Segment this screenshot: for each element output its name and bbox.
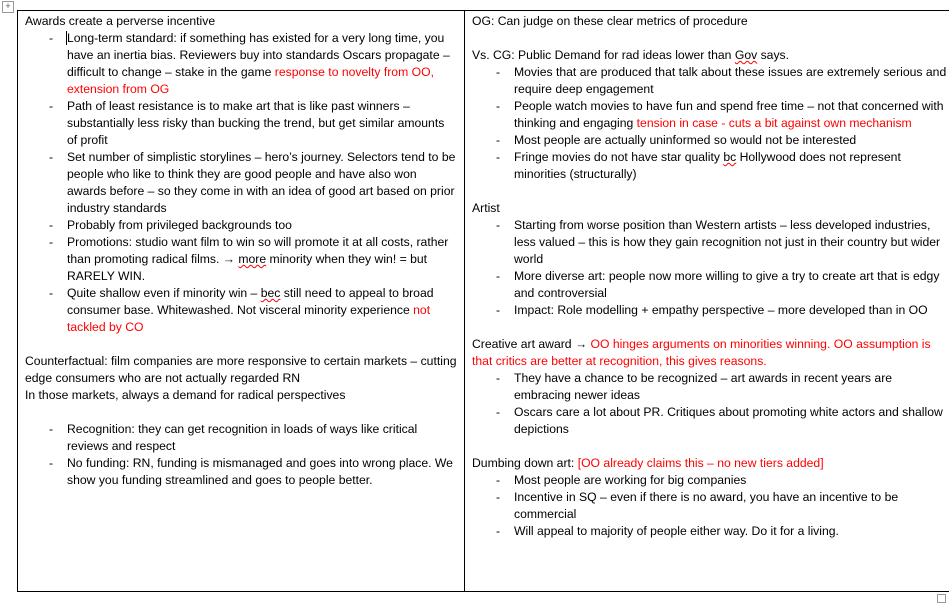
- list-item: [472, 132, 947, 149]
- dumbing-down-bullet-list: [472, 472, 947, 540]
- list-item: [472, 404, 947, 438]
- awards-heading: Awards create a perverse incentive: [25, 14, 216, 28]
- list-item: [472, 149, 947, 183]
- artist-heading: Artist: [472, 201, 500, 215]
- table-row: [18, 11, 949, 592]
- text-run: Set number of simplistic storylines – hero’s journey. Selectors tend to be people who like to think they are good people and have also won awards before – so they come in with an idea of good art based on prior industry standards: [67, 150, 456, 215]
- text-run: More diverse art: people now more willing to give a try to create art that is edgy and controversial: [514, 269, 940, 300]
- list-item: [472, 472, 947, 489]
- table-move-icon[interactable]: +: [2, 1, 14, 13]
- text-run: Creative art award →: [472, 337, 591, 351]
- comment-annotation: not tackled by CO: [67, 303, 431, 334]
- awards-bullet-list: [25, 30, 457, 336]
- list-item: [25, 234, 457, 285]
- text-run: They have a chance to be recognized – art awards in recent years are embracing newer ideas: [514, 371, 893, 402]
- blank-line: [472, 319, 947, 336]
- list-item: [25, 217, 457, 234]
- list-item: [472, 268, 947, 302]
- text-run: Fringe movies do not have star quality: [514, 150, 724, 164]
- spellcheck-flagged-word: Gov: [734, 48, 758, 62]
- vs-cg-bullet-list: [472, 64, 947, 183]
- text-run: Dumbing down art:: [472, 456, 578, 470]
- list-item: [472, 370, 947, 404]
- list-item: [472, 523, 947, 540]
- left-column-cell[interactable]: [18, 11, 465, 592]
- spellcheck-flagged-word: bec: [260, 286, 281, 300]
- list-item: [25, 149, 457, 217]
- list-item: [25, 98, 457, 149]
- text-run: Hollywood does not represent minorities (structurally): [514, 150, 901, 181]
- comment-annotation: response to novelty from OO, extension from OG: [67, 65, 434, 96]
- counterfactual-demand-text: In those markets, always a demand for radical perspectives: [25, 388, 346, 402]
- text-run: minority when they win! = but RARELY WIN.: [67, 252, 428, 283]
- og-metrics-line: OG: Can judge on these clear metrics of procedure: [472, 14, 748, 28]
- text-run: Impact: Role modelling + empathy perspective – more developed than in OO: [514, 303, 928, 317]
- text-run: Promotions: studio want film to win so will promote it at all costs, rather than promoting radical films. →: [67, 235, 449, 266]
- dumbing-down-heading: [472, 455, 947, 472]
- list-item: [25, 285, 457, 336]
- list-item: [472, 64, 947, 98]
- text-run: Quite shallow even if minority win –: [67, 286, 261, 300]
- text-run: Path of least resistance is to make art that is like past winners – substantially less risky than bucking the trend, but get similar amounts of profit: [67, 99, 445, 147]
- list-item: [472, 217, 947, 268]
- counterfactual-bullet-list: [25, 421, 457, 489]
- list-item: [472, 302, 947, 319]
- spellcheck-flagged-word: more: [238, 252, 267, 266]
- list-item: [472, 489, 947, 523]
- counterfactual-text: Counterfactual: film companies are more responsive to certain markets – cutting edge consumers who are not actually regarded RN: [25, 354, 457, 385]
- comment-annotation: tension in case - cuts a bit against own mechanism: [636, 116, 912, 130]
- spellcheck-flagged-word: bc: [723, 150, 737, 164]
- blank-line: [472, 438, 947, 455]
- text-run: Most people are working for big companies: [514, 473, 747, 487]
- text-run: Incentive in SQ – even if there is no award, you have an incentive to be commercial: [514, 490, 899, 521]
- list-item: [472, 98, 947, 132]
- text-run: Vs. CG: Public Demand for rad ideas lower than: [472, 48, 735, 62]
- text-run: No funding: RN, funding is mismanaged and goes into wrong place. We show you funding streamlined and goes to people better.: [67, 456, 453, 487]
- comment-annotation: OO hinges arguments on minorities winning. OO assumption is that critics are better at recognition, this gives reasons.: [472, 337, 931, 368]
- list-item: [25, 30, 457, 98]
- blank-line: [472, 183, 947, 200]
- comment-annotation: [OO already claims this – no new tiers added]: [577, 456, 824, 470]
- text-run: Most people are actually uninformed so would not be interested: [514, 133, 857, 147]
- text-run: People watch movies to have fun and spend free time – not that concerned with thinking and engaging: [514, 99, 944, 130]
- list-item: [25, 455, 457, 489]
- text-run: Starting from worse position than Western artists – less developed industries, less valued – this is how they gain recognition not just in their country but wider world: [514, 218, 941, 266]
- text-run: Will appeal to majority of people either way. Do it for a living.: [514, 524, 839, 538]
- artist-bullet-list: [472, 217, 947, 319]
- blank-line: [25, 336, 457, 353]
- blank-line: [472, 30, 947, 47]
- text-run: still need to appeal to broad consumer base. Whitewashed. Not visceral minority experience: [67, 286, 434, 317]
- text-run: Movies that are produced that talk about these issues are extremely serious and require deep engagement: [514, 65, 947, 96]
- text-run: Probably from privileged backgrounds too: [67, 218, 292, 232]
- text-run: Oscars care a lot about PR. Critiques about promoting white actors and shallow depictions: [514, 405, 943, 436]
- text-run: says.: [757, 48, 790, 62]
- debate-notes-table: [17, 10, 949, 592]
- blank-line: [25, 404, 457, 421]
- text-run: Long-term standard: if something has existed for a very long time, you have an inertia bias. Reviewers buy into standards Oscars propagate – difficult to change – stake in the game: [67, 31, 450, 79]
- table-resize-icon[interactable]: [937, 594, 946, 603]
- vs-cg-heading: [472, 47, 947, 64]
- right-column-cell[interactable]: [465, 11, 949, 592]
- creative-art-bullet-list: [472, 370, 947, 438]
- text-run: Recognition: they can get recognition in loads of ways like critical reviews and respect: [67, 422, 418, 453]
- creative-art-heading: [472, 336, 947, 370]
- list-item: [25, 421, 457, 455]
